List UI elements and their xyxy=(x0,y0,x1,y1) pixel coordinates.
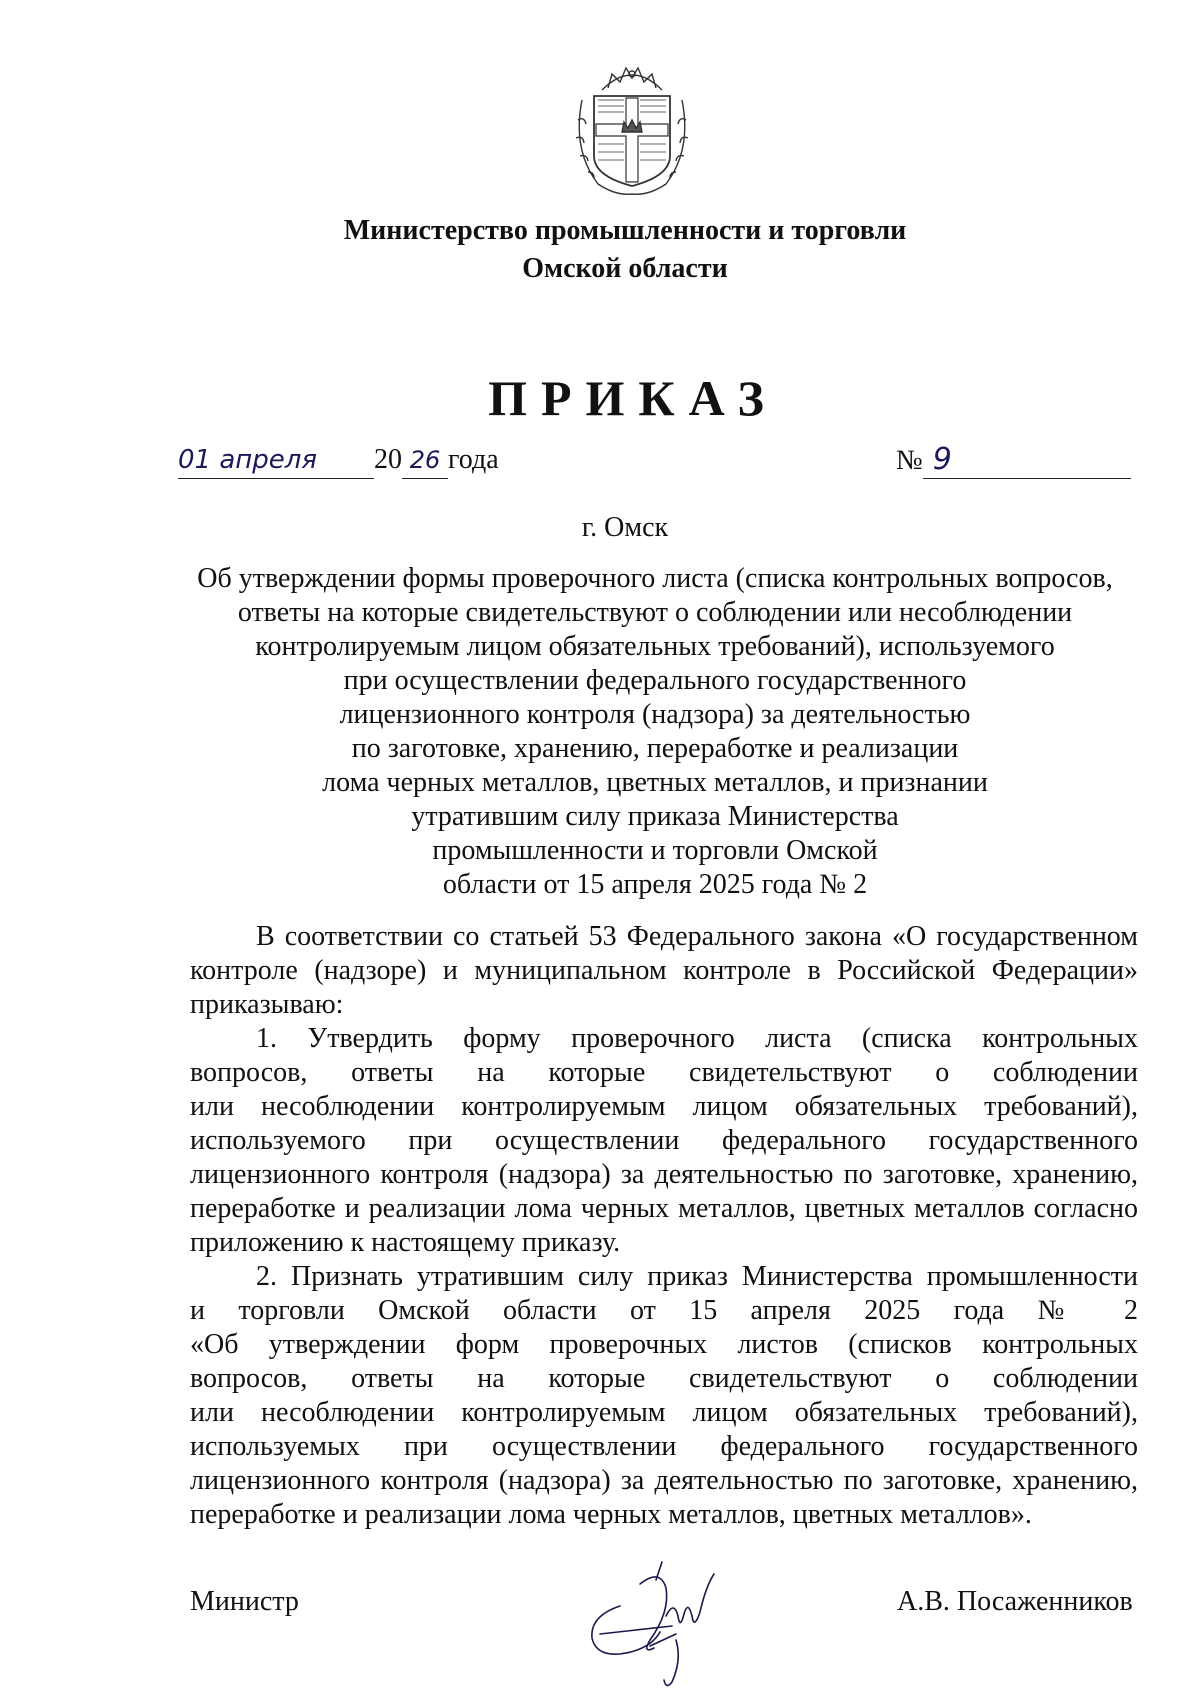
body-line: лицензионного контроля (надзора) за деятельностью по заготовке, хранению, xyxy=(190,1159,1138,1190)
document-number xyxy=(896,442,1131,479)
body-line: приказываю: xyxy=(190,989,344,1020)
body-line: используемых при осуществлении федерального государственного xyxy=(190,1431,1138,1462)
body-line: В соответствии со статьей 53 Федерального закона «О государственном xyxy=(256,921,1138,952)
subject-line: промышленности и торговли Омской xyxy=(432,835,878,866)
date-year-word: года xyxy=(448,444,499,475)
body-line: используемого при осуществлении федерального государственного xyxy=(190,1125,1138,1156)
document-body xyxy=(190,920,1138,1532)
body-line: вопросов, ответы на которые свидетельствуют о соблюдении xyxy=(190,1057,1138,1088)
body-line: «Об утверждении форм проверочных листов (списков контрольных xyxy=(190,1329,1138,1360)
subject-line: утратившим силу приказа Министерства xyxy=(411,801,899,832)
body-line: контроле (надзоре) и муниципальном контроле в Российской Федерации» xyxy=(190,955,1138,986)
body-line: 1. Утвердить форму проверочного листа (списка контрольных xyxy=(256,1023,1138,1054)
order-item-2 xyxy=(190,1260,1138,1532)
ministry-name-line-1: Министерство промышленности и торговли xyxy=(343,215,907,246)
handwritten-signature-icon xyxy=(580,1556,750,1691)
document-title: ПРИКАЗ xyxy=(488,370,778,426)
body-line: приложению к настоящему приказу. xyxy=(190,1227,621,1258)
number-value: 9 xyxy=(923,442,1131,479)
preamble-paragraph xyxy=(190,920,1138,1022)
date-day-month: 01 апреля xyxy=(178,442,374,479)
date-year-prefix: 20 xyxy=(374,444,402,475)
body-line: или несоблюдении контролируемым лицом обязательных требований), xyxy=(190,1091,1138,1122)
body-line: переработке и реализации лома черных металлов, цветных металлов». xyxy=(190,1499,1032,1530)
body-line: или несоблюдении контролируемым лицом обязательных требований), xyxy=(190,1397,1138,1428)
subject-line: лома черных металлов, цветных металлов, и признании xyxy=(322,767,988,798)
subject-line: контролируемым лицом обязательных требований), используемого xyxy=(255,631,1055,662)
subject-line: ответы на которые свидетельствуют о соблюдении или несоблюдении xyxy=(237,597,1073,628)
signatory-role: Министр xyxy=(190,1586,299,1617)
body-line: и торговли Омской области от 15 апреля 2025 года № 2 xyxy=(190,1295,1138,1326)
body-line: лицензионного контроля (надзора) за деятельностью по заготовке, хранению, xyxy=(190,1465,1138,1496)
document-date xyxy=(178,442,499,479)
subject-line: Об утверждении формы проверочного листа (списка контрольных вопросов, xyxy=(197,563,1113,594)
body-line: 2. Признать утратившим силу приказ Министерства промышленности xyxy=(256,1261,1138,1292)
omsk-region-coat-of-arms-icon xyxy=(568,60,696,198)
date-year-suffix: 26 xyxy=(402,442,448,479)
body-line: переработке и реализации лома черных металлов, цветных металлов согласно xyxy=(190,1193,1138,1224)
subject-line: по заготовке, хранению, переработке и реализации xyxy=(351,733,959,764)
subject-line: при осуществлении федерального государственного xyxy=(343,665,967,696)
order-item-1 xyxy=(190,1022,1138,1260)
signatory-name: А.В. Посаженников xyxy=(897,1586,1133,1617)
body-line: вопросов, ответы на которые свидетельствуют о соблюдении xyxy=(190,1363,1138,1394)
subject-line: лицензионного контроля (надзора) за деятельностью xyxy=(339,699,971,730)
ministry-name xyxy=(0,212,1200,288)
ministry-name-line-2: Омской области xyxy=(522,253,728,284)
document-city: г. Омск xyxy=(581,512,669,543)
number-label: № xyxy=(896,445,923,476)
document-subject xyxy=(170,562,1140,902)
subject-line: области от 15 апреля 2025 года № 2 xyxy=(442,869,868,900)
